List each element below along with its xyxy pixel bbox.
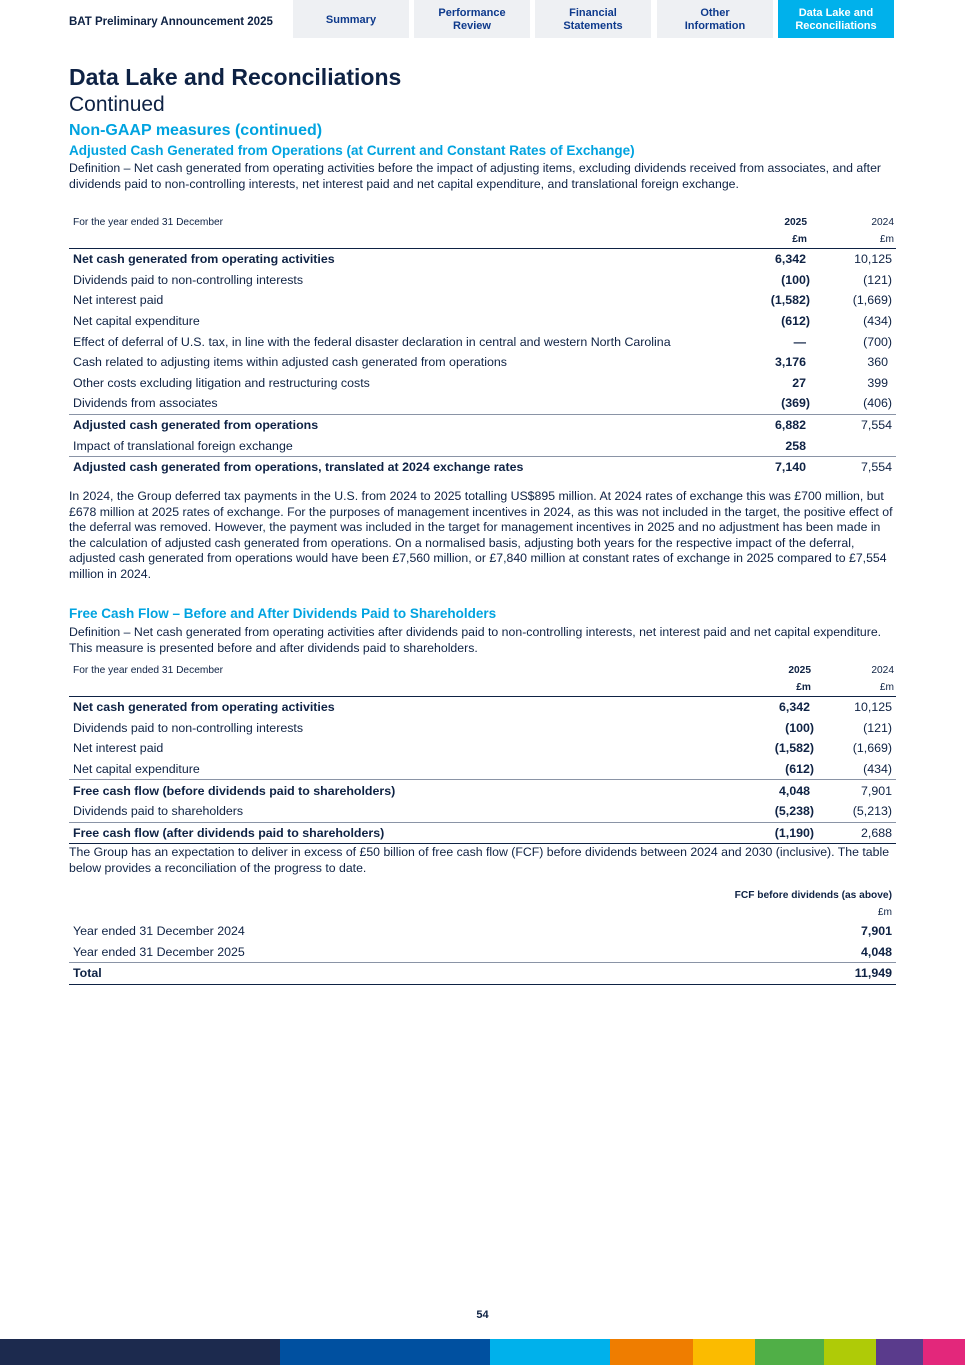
table-row — [69, 373, 896, 394]
row-label: Net interest paid — [73, 741, 164, 756]
fcf-note: The Group has an expectation to deliver in excess of £50 billion of free cash flow (FCF) before dividends between 2024 and 2030 (inclusive). The table below provides a reconciliation of the progress to date. — [69, 845, 890, 875]
value-2024: (434) — [863, 314, 892, 329]
value-2024: (700) — [863, 334, 892, 349]
value-2024: 2,688 — [818, 822, 896, 844]
footer-color-segment — [280, 1339, 490, 1365]
acgo-note: In 2024, the Group deferred tax payments in the U.S. from 2024 to 2025 totalling US$895 million. At 2024 rates of exchange this was £700 million, but £678 million at 2025 rates of exchange. For the purposes of management incentives in 2024, as this was not included in the target, the positive effect of the deferral was removed. However, the payment was included in the target for management incentives in 2025 and no adjustment has been made in the calculation of adjusted cash generated from operations. On a normalised basis, adjusting both years for the respective impact of the deferral, adjusted cash generated from operations would have been £7,560 million, or £7,840 million at constant rates of exchange in 2025 compared to £7,554 million in 2024. — [69, 489, 893, 581]
tab-financial-statements[interactable]: Financial Statements — [535, 0, 651, 38]
section-heading: Non-GAAP measures (continued) — [69, 122, 323, 139]
value-2025: (612) — [781, 314, 810, 329]
table-row — [69, 738, 896, 759]
row-label: Free cash flow (after dividends paid to shareholders) — [69, 822, 734, 844]
value-2024: (121) — [863, 720, 892, 735]
value-2025: (369) — [781, 396, 810, 411]
fcf-definition: Definition – Net cash generated from operating activities after dividends paid to non-controlling interests, net interest paid and net capital expenditure. This measure is presented before and after dividends paid to shareholders. — [69, 625, 882, 655]
row-label: Other costs excluding litigation and restructuring costs — [73, 375, 370, 390]
page-title: Data Lake and Reconciliations — [69, 64, 402, 90]
footer-color-bar — [0, 1339, 965, 1365]
row-label: Net capital expenditure — [73, 314, 200, 329]
value-2024: 399 — [867, 375, 888, 390]
value-2024: 7,554 — [814, 414, 896, 435]
column-2024: 2024 — [871, 216, 894, 228]
table-row — [69, 435, 896, 456]
footer-color-segment — [610, 1339, 693, 1365]
value-2025: 3,176 — [774, 355, 806, 370]
value-2025: (1,582) — [770, 293, 810, 308]
footer-color-segment — [0, 1339, 280, 1365]
fcf-progress-table — [69, 886, 896, 985]
value-2024: 7,554 — [814, 456, 896, 477]
table-row — [69, 393, 896, 414]
value-2025: (100) — [785, 720, 814, 735]
row-label: Dividends paid to shareholders — [73, 804, 244, 819]
footer-color-segment — [923, 1339, 965, 1365]
table-header-row — [69, 213, 896, 231]
document-title: BAT Preliminary Announcement 2025 — [69, 16, 273, 28]
row-label: Net cash generated from operating activities — [69, 697, 734, 718]
value-2025: 6,342 — [734, 697, 818, 718]
value-2025: (612) — [785, 762, 814, 777]
column-2025: 2025 — [788, 664, 811, 676]
row-label: Net capital expenditure — [73, 762, 200, 777]
fcf-column-header: FCF before dividends (as above) — [734, 889, 892, 901]
table-row — [69, 331, 896, 352]
table-row — [69, 759, 896, 780]
table-header-row — [69, 661, 896, 679]
column-2025: 2025 — [784, 216, 807, 228]
row-label: Year ended 31 December 2025 — [73, 944, 245, 959]
value-2025: 27 — [792, 375, 806, 390]
value: 4,048 — [860, 944, 892, 959]
table-row — [69, 249, 896, 270]
table-row — [69, 456, 896, 477]
value-2025: (5,238) — [774, 804, 814, 819]
value: 11,949 — [668, 963, 896, 985]
unit: £m — [877, 907, 892, 918]
value-2025: — — [793, 334, 806, 349]
table-row — [69, 942, 896, 963]
value: 7,901 — [860, 924, 892, 939]
footer-color-segment — [693, 1339, 755, 1365]
tab-data-lake-and-reconciliations[interactable]: Data Lake and Reconciliations — [778, 0, 894, 38]
row-label: Year ended 31 December 2024 — [73, 924, 245, 939]
value-2024: 7,901 — [818, 780, 896, 801]
footer-color-segment — [876, 1339, 923, 1365]
table-row — [69, 718, 896, 739]
table-row — [69, 290, 896, 311]
tab-performance-review[interactable]: Performance Review — [414, 0, 530, 38]
value-2025: (100) — [781, 272, 810, 287]
fcf-table — [69, 661, 896, 844]
row-label: Effect of deferral of U.S. tax, in line with the federal disaster declaration in central and western North Carolina — [73, 334, 671, 349]
row-label: Dividends paid to non-controlling interests — [73, 272, 304, 287]
table-row — [69, 780, 896, 801]
top-navigation — [0, 0, 965, 40]
column-2024: 2024 — [871, 664, 894, 676]
page-subtitle: Continued — [69, 93, 165, 116]
tab-summary[interactable]: Summary — [293, 0, 409, 38]
table-unit-row — [69, 904, 896, 921]
footer-color-segment — [824, 1339, 876, 1365]
row-label: Net interest paid — [73, 293, 164, 308]
table-row — [69, 311, 896, 332]
value-2025: 7,140 — [730, 456, 814, 477]
acgo-definition: Definition – Net cash generated from operating activities before the impact of adjusting items, excluding dividends received from associates, and after dividends paid to non-controlling interests, net interest paid and net capital expenditure, and translational foreign exchange. — [69, 161, 882, 191]
row-label: Adjusted cash generated from operations, translated at 2024 exchange rates — [69, 456, 730, 477]
value-2025: 4,048 — [734, 780, 818, 801]
table-row — [69, 352, 896, 373]
row-label: Impact of translational foreign exchange — [73, 438, 293, 453]
row-label: Net cash generated from operating activities — [69, 249, 730, 270]
acgo-table — [69, 213, 896, 478]
table-row — [69, 822, 896, 844]
row-label: Dividends paid to non-controlling interests — [73, 720, 304, 735]
table-header-row — [69, 886, 896, 904]
value-2024 — [814, 435, 896, 456]
value-2024: (121) — [863, 272, 892, 287]
footer-color-segment — [490, 1339, 610, 1365]
fcf-heading: Free Cash Flow – Before and After Dividends Paid to Shareholders — [69, 606, 497, 621]
value-2024: (1,669) — [852, 293, 892, 308]
unit-2024: £m — [879, 234, 894, 245]
value-2025: (1,190) — [734, 822, 818, 844]
unit-2025: £m — [792, 234, 807, 245]
period-label: For the year ended 31 December — [73, 216, 224, 228]
period-label: For the year ended 31 December — [73, 664, 224, 676]
unit-2025: £m — [796, 682, 811, 693]
table-row — [69, 801, 896, 822]
row-label: Adjusted cash generated from operations — [69, 414, 730, 435]
value-2025: 258 — [785, 438, 806, 453]
table-row — [69, 270, 896, 291]
table-unit-row — [69, 231, 896, 249]
value-2024: (1,669) — [852, 741, 892, 756]
row-label: Dividends from associates — [73, 396, 218, 411]
value-2025: 6,342 — [730, 249, 814, 270]
table-unit-row — [69, 679, 896, 697]
acgo-heading: Adjusted Cash Generated from Operations (at Current and Constant Rates of Exchange) — [69, 143, 635, 158]
value-2024: (434) — [863, 762, 892, 777]
row-label: Free cash flow (before dividends paid to shareholders) — [69, 780, 734, 801]
unit-2024: £m — [879, 682, 894, 693]
table-row — [69, 963, 896, 985]
row-label: Cash related to adjusting items within adjusted cash generated from operations — [73, 355, 507, 370]
value-2025: (1,582) — [774, 741, 814, 756]
value-2025: 6,882 — [730, 414, 814, 435]
value-2024: (406) — [863, 396, 892, 411]
value-2024: 10,125 — [814, 249, 896, 270]
value-2024: (5,213) — [852, 804, 892, 819]
footer-color-segment — [755, 1339, 824, 1365]
table-row — [69, 414, 896, 435]
value-2024: 360 — [867, 355, 888, 370]
table-row — [69, 921, 896, 942]
row-label: Total — [69, 963, 668, 985]
table-row — [69, 697, 896, 718]
tab-other-information[interactable]: Other Information — [657, 0, 773, 38]
page-number: 54 — [476, 1309, 489, 1321]
value-2024: 10,125 — [818, 697, 896, 718]
